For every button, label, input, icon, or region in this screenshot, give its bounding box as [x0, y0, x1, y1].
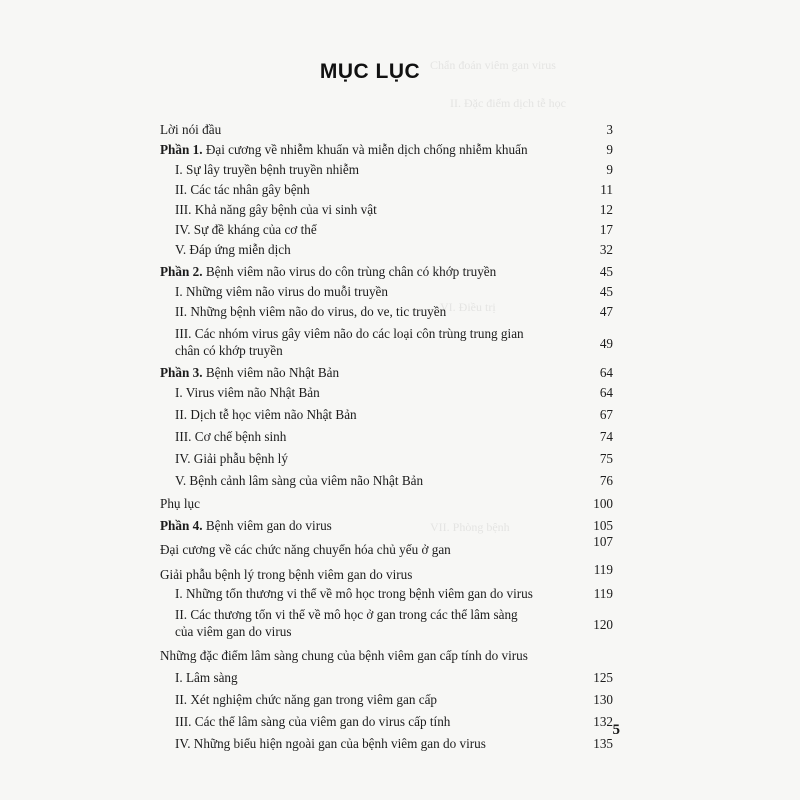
toc-entry-label: I. Virus viêm não Nhật Bản — [175, 385, 320, 400]
toc-entry — [175, 734, 486, 754]
document-page: Chẩn đoán viêm gan virus II. Đặc điểm dịch tễ học VI. Điều trị VII. Phòng bệnh MỤC LỤC Lời nói đầu 3 Phần 1. Đại cương về nhiễm khuẩn và miễn dịch chống nhiễm khuẩn 9 I. Sự lây truyền bệnh truyền nhiễm 9 II. Các tác nhân gây bệnh 11 III. Khả năng gây bệnh của vi sinh vật 12 IV. Sự đề kháng của cơ thể 17 V. Đáp ứng miễn dịch 32 Phần 2. Bệnh viêm não virus do côn trùng chân có khớp truyền 45 I. Những viêm não virus do muỗi truyền 45 II. Những bệnh viêm não do virus, do ve, tic truyền 47 III. Các nhóm virus gây viêm não do các loại côn trùng trung gian chân có khớp truyền 49 Phần 3. Bệnh viêm não Nhật Bản 64 I. Virus viêm não Nhật Bản 64 II. Dịch tễ học viêm não Nhật Bản 67 III. Cơ chế bệnh sinh 74 IV. Giải phẫu bệnh lý 75 V. Bệnh cảnh lâm sàng của viêm não Nhật Bản 76 Phụ lục 100 Phần 4. Bệnh viêm gan do virus 105 Đại cương về các chức năng chuyển hóa chủ yếu ở gan 107 Giải phẫu bệnh lý trong bệnh viêm gan do virus 119 I. Những tổn thương vi thể về mô học trong bệnh viêm gan do virus 119 II. Các thương tổn vi thể về mô học ở gan trong các thể lâm sàng của viêm gan do virus 120 Những đặc điểm lâm sàng chung của bệnh viêm gan cấp tính do virus I. Lâm sàng 125 II. Xét nghiệm chức năng gan trong viêm gan cấp 130 III. Các thể lâm sàng của viêm gan do virus cấp tính 132 IV. Những biểu hiện ngoài gan của bệnh viêm gan do virus 135 5 — [0, 0, 800, 800]
toc-entry — [175, 282, 388, 302]
toc-entry-label: I. Những tổn thương vi thể về mô học trong bệnh viêm gan do virus — [175, 586, 533, 601]
page-title: MỤC LỤC — [319, 60, 421, 83]
toc-entry-label: II. Những bệnh viêm não do virus, do ve, tic truyền — [175, 304, 447, 319]
toc-entry-label: chân có khớp truyền — [175, 343, 283, 358]
toc-entry — [160, 646, 528, 666]
toc-page-number: 74 — [599, 429, 613, 444]
toc-entry — [175, 584, 533, 604]
toc-entry — [160, 120, 221, 140]
toc-page-number: 49 — [599, 336, 613, 351]
toc-page-number: 132 — [593, 714, 613, 729]
toc-entry-label: I. Sự lây truyền bệnh truyền nhiễm — [175, 162, 360, 177]
toc-entry-label: IV. Những biểu hiện ngoài gan của bệnh viêm gan do virus — [175, 736, 486, 751]
toc-entry-label: IV. Giải phẫu bệnh lý — [175, 451, 288, 466]
toc-entry — [160, 565, 412, 585]
page-number-footer: 5 — [612, 722, 620, 738]
toc-page-number: 47 — [599, 304, 613, 319]
toc-entry-label: Những đặc điểm lâm sàng chung của bệnh viêm gan cấp tính do virus — [160, 648, 528, 663]
toc-entry-label: II. Xét nghiệm chức năng gan trong viêm gan cấp — [175, 692, 438, 707]
toc-page-number: 17 — [599, 222, 613, 237]
toc-entry — [175, 302, 446, 322]
toc-entry-label: II. Các thương tổn vi thể về mô học ở gan trong các thể lâm sàng — [175, 607, 518, 622]
toc-entry — [175, 341, 283, 361]
toc-page-number: 120 — [593, 617, 613, 632]
toc-page-number: 9 — [606, 162, 613, 177]
toc-part-prefix: Phần 1. — [160, 142, 203, 157]
toc-entry — [175, 220, 317, 240]
toc-page-number: 32 — [599, 242, 613, 257]
toc-entry-label: Bệnh viêm não Nhật Bản — [202, 365, 340, 380]
toc-page-number: 119 — [593, 562, 613, 577]
toc-entry-label: Phụ lục — [160, 496, 200, 511]
toc-entry-label: Bệnh viêm não virus do côn trùng chân có khớp truyền — [202, 264, 497, 279]
toc-page-number: 105 — [593, 518, 613, 533]
toc-entry — [160, 540, 451, 560]
toc-entry — [175, 622, 291, 642]
toc-entry — [160, 516, 332, 536]
toc-page-number: 3 — [606, 122, 613, 137]
toc-entry — [175, 690, 437, 710]
toc-entry-label: Đại cương về các chức năng chuyển hóa chủ yếu ở gan — [160, 542, 451, 557]
toc-entry — [160, 262, 496, 282]
toc-page-number: 107 — [593, 534, 613, 549]
toc-entry-label: Đại cương về nhiễm khuẩn và miễn dịch chống nhiễm khuẩn — [202, 142, 528, 157]
toc-page-number: 9 — [606, 142, 613, 157]
toc-entry — [175, 427, 286, 447]
toc-part-prefix: Phần 3. — [160, 365, 203, 380]
toc-entry — [175, 160, 359, 180]
toc-page-number: 119 — [593, 586, 613, 601]
toc-page-number: 100 — [593, 496, 613, 511]
toc-entry — [175, 180, 310, 200]
toc-page-number: 11 — [600, 182, 613, 197]
toc-part-prefix: Phần 4. — [160, 518, 203, 533]
toc-page-number: 12 — [599, 202, 613, 217]
toc-entry — [175, 712, 450, 732]
toc-page-number: 64 — [599, 385, 613, 400]
toc-entry-label: IV. Sự đề kháng của cơ thể — [175, 222, 317, 237]
toc-entry-label: Lời nói đầu — [160, 122, 222, 137]
toc-entry — [175, 383, 320, 403]
toc-entry — [175, 471, 423, 491]
toc-entry-label: I. Lâm sàng — [175, 670, 238, 685]
toc-entry-label: III. Cơ chế bệnh sinh — [175, 429, 287, 444]
toc-entry-label: của viêm gan do virus — [175, 624, 292, 639]
toc-page-number: 45 — [599, 264, 613, 279]
toc-entry-label: III. Các nhóm virus gây viêm não do các loại côn trùng trung gian — [175, 326, 524, 341]
toc-entry-label: I. Những viêm não virus do muỗi truyền — [175, 284, 388, 299]
toc-entry — [175, 200, 377, 220]
toc-entry-label: V. Bệnh cảnh lâm sàng của viêm não Nhật Bản — [175, 473, 424, 488]
toc-entry — [175, 668, 238, 688]
toc-entry-label: III. Khả năng gây bệnh của vi sinh vật — [175, 202, 377, 217]
toc-entry — [160, 140, 528, 160]
toc-entry-label: Bệnh viêm gan do virus — [202, 518, 332, 533]
toc-entry — [160, 494, 200, 514]
toc-entry-label: III. Các thể lâm sàng của viêm gan do virus cấp tính — [175, 714, 451, 729]
toc-page-number: 76 — [599, 473, 613, 488]
toc-page-number: 67 — [599, 407, 613, 422]
toc-entry — [160, 363, 339, 383]
toc-entry-label: V. Đáp ứng miễn dịch — [175, 242, 291, 257]
toc-entry — [175, 240, 291, 260]
toc-entry-label: Giải phẫu bệnh lý trong bệnh viêm gan do virus — [160, 567, 413, 582]
toc-entry-label: II. Các tác nhân gây bệnh — [175, 182, 310, 197]
toc-page-number: 45 — [599, 284, 613, 299]
toc-page-number: 75 — [599, 451, 613, 466]
toc-entry — [175, 405, 357, 425]
toc-page-number: 130 — [593, 692, 613, 707]
toc-page-number: 125 — [593, 670, 613, 685]
toc-entry-label: II. Dịch tễ học viêm não Nhật Bản — [175, 407, 357, 422]
toc-page-number: 135 — [593, 736, 613, 751]
toc-page-number: 64 — [599, 365, 613, 380]
toc-entry — [175, 449, 288, 469]
toc-part-prefix: Phần 2. — [160, 264, 203, 279]
